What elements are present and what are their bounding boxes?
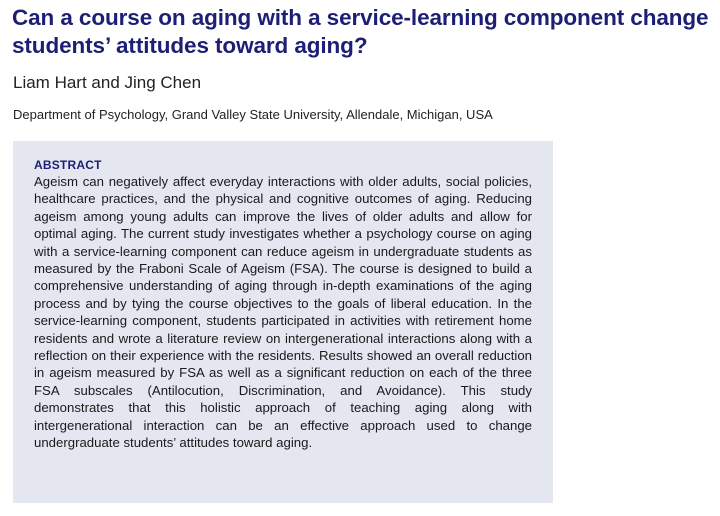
abstract-box	[13, 141, 553, 503]
paper-title: Can a course on aging with a service-learning component change students’ attitudes toward aging?	[12, 5, 709, 58]
author-list: Liam Hart and Jing Chen	[13, 73, 202, 92]
abstract-heading: ABSTRACT	[34, 158, 102, 172]
abstract-text: Ageism can negatively affect everyday interactions with older adults, social policies, healthcare practices, and the physical and cognitive outcomes of aging. Reducing ageism among young adults can improve the lives of older adults and allow for optimal aging. The current study investigates whether a psychology course on aging with a service-learning component can reduce ageism in undergraduate students as measured by the Fraboni Scale of Ageism (FSA). The course is designed to build a comprehensive understanding of aging through in-depth examinations of the aging process and by tying the course objectives to the goals of liberal education. In the service-learning component, students participated in activities with retirement home residents and wrote a literature review on intergenerational interactions along with a reflection on their experience with the residents. Results showed an overall reduction in ageism measured by FSA as well as a significant reduction on each of the three FSA subscales (Antilocution, Discrimination, and Avoidance). This study demonstrates that this holistic approach of teaching aging along with intergenerational interaction can be an effective approach used to change undergraduate students’ attitudes toward aging.	[34, 174, 532, 451]
author-affiliation: Department of Psychology, Grand Valley State University, Allendale, Michigan, USA	[13, 107, 493, 122]
